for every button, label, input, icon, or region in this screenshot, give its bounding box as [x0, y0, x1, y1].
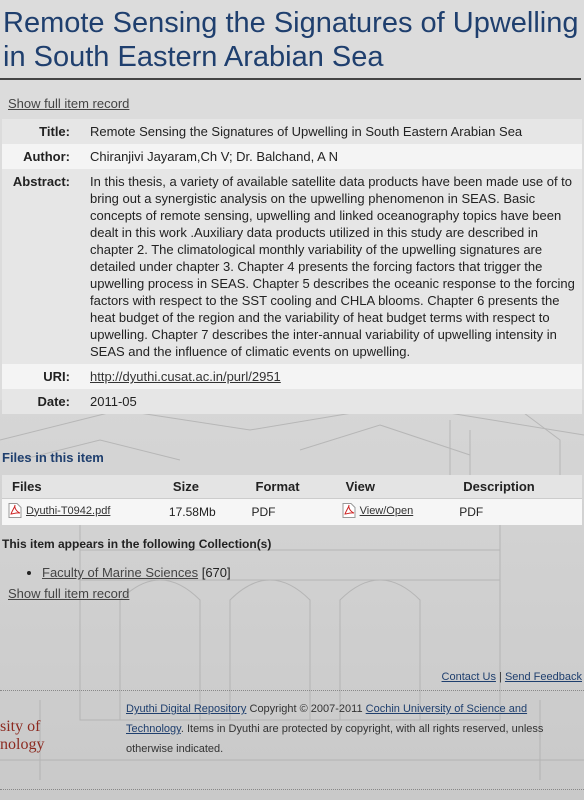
metadata-row-date	[2, 389, 582, 414]
uri-link[interactable]: http://dyuthi.cusat.ac.in/purl/2951	[90, 369, 281, 384]
collections-list	[0, 565, 584, 580]
metadata-row-abstract	[2, 169, 582, 364]
author-value: Chiranjivi Jayaram,Ch V; Dr. Balchand, A N	[84, 144, 582, 169]
list-item	[42, 565, 584, 580]
university-logo-text	[0, 718, 44, 754]
view-open-link[interactable]: View/Open	[359, 504, 414, 517]
column-header-files: Files	[2, 475, 163, 499]
author-label: Author:	[2, 144, 84, 169]
file-description: PDF	[453, 499, 582, 526]
title-value: Remote Sensing the Signatures of Upwelling in South Eastern Arabian Sea	[84, 119, 582, 144]
file-name-link[interactable]: Dyuthi-T0942.pdf	[26, 504, 111, 517]
metadata-row-author	[2, 144, 582, 169]
copyright-notice	[126, 699, 566, 759]
logo-line-2: nology	[0, 736, 45, 753]
collections-heading: This item appears in the following Collection(s)	[2, 537, 272, 551]
footer-separator: |	[499, 671, 502, 683]
metadata-row-title	[2, 119, 582, 144]
title-label: Title:	[2, 119, 84, 144]
university-link[interactable]: Cochin University of Science and Technology	[126, 703, 528, 735]
column-header-view: View	[336, 475, 454, 499]
copyright-text: Copyright © 2007-2011	[249, 703, 363, 715]
pdf-file-icon	[8, 503, 22, 518]
file-size: 17.58Mb	[163, 499, 246, 526]
date-label: Date:	[2, 389, 84, 414]
show-full-record-link-top[interactable]: Show full item record	[8, 96, 130, 111]
metadata-row-uri	[2, 364, 582, 389]
collection-link[interactable]: Faculty of Marine Sciences	[42, 565, 199, 580]
column-header-size: Size	[163, 475, 246, 499]
bottom-divider	[0, 789, 584, 790]
column-header-format: Format	[246, 475, 336, 499]
date-value: 2011-05	[84, 389, 582, 414]
item-metadata-table	[2, 119, 582, 414]
table-row	[2, 499, 582, 526]
show-full-record-link-bottom[interactable]: Show full item record	[8, 586, 130, 601]
pdf-file-icon	[342, 503, 356, 518]
abstract-value: In this thesis, a variety of available satellite data products have been made use of to bring out a synergistic analysis on the upwelling phenomenon in SEAS. Basic concepts of remote sensing, upwelling and linked oceanography topics have been dealt in this work .Auxiliary data products utilized in this study are described in chapter 2. The climatological monthly variability of the upwelling signatures are detailed under chapter 3. Chapter 4 presents the forcing factors that trigger the upwelling process in SEAS. Chapter 5 describes the oceanic response to the forcing factors with respect to the SST cooling and CHLA blooms. Chapter 6 presents the heat budget of the region and the variability of heat budget terms with respect to upwelling. Chapter 7 describes the inter-annual variability of upwelling intensity in SEAS and the influence of climatic events on upwelling.	[84, 169, 582, 364]
footer-divider	[0, 690, 584, 691]
rights-text: . Items in Dyuthi are protected by copyright, with all rights reserved, unless otherwise indicated.	[126, 723, 544, 755]
logo-line-1: sity of	[0, 718, 41, 735]
files-section-heading: Files in this item	[2, 450, 104, 465]
collection-count: [670]	[201, 565, 231, 580]
repository-link[interactable]: Dyuthi Digital Repository	[126, 703, 247, 715]
contact-us-link[interactable]: Contact Us	[441, 671, 496, 683]
footer-links	[442, 671, 582, 683]
files-table	[2, 475, 582, 525]
file-format: PDF	[246, 499, 336, 526]
send-feedback-link[interactable]: Send Feedback	[504, 671, 582, 683]
uri-label: URI:	[2, 364, 84, 389]
abstract-label: Abstract:	[2, 169, 84, 364]
files-table-header	[2, 475, 582, 499]
column-header-description: Description	[453, 475, 582, 499]
page-title: Remote Sensing the Signatures of Upwelling in South Eastern Arabian Sea	[0, 0, 581, 80]
